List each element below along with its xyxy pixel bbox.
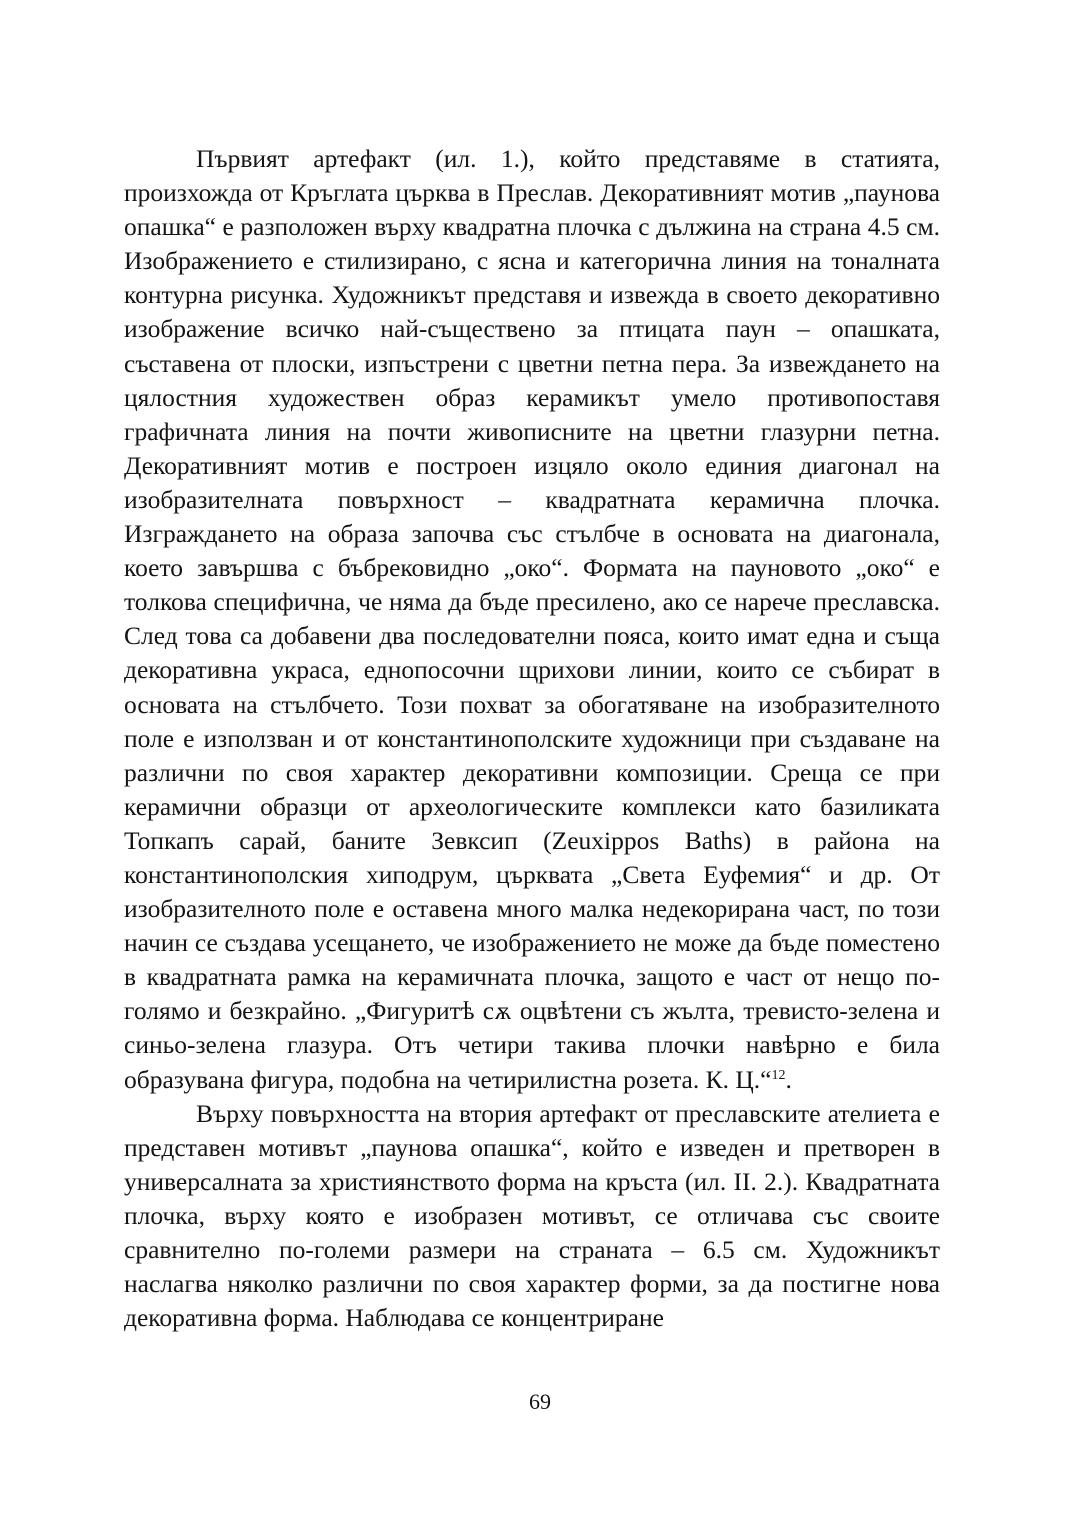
paragraph-1 (124, 142, 940, 1097)
paragraph-1-tail: . (785, 1064, 792, 1094)
paragraph-1-text: Първият артефакт (ил. 1.), който представяме в статията, произхожда от Кръглата църква в Преслав. Декоративният мотив „паунова опашка“ е разположен върху квадратна плочка с дължина на страна 4.5 см. Изображението е стилизирано, с ясна и категорична линия на тоналната контурна рисунка. Художникът представя и извежда в своето декоративно изображение всичко най-съществено за птицата паун – опашката, съставена от плоски, изпъстрени с цветни петна пера. За извеждането на цялостния художествен образ керамикът умело противопоставя графичната линия на почти живописните на цветни глазурни петна. Декоративният мотив е построен изцяло около единия диагонал на изобразителната повърхност – квадратната керамична плочка. Изграждането на образа започва със стълбче в основата на диагонала, което завършва с бъбрековидно „око“. Формата на пауновото „око“ е толкова специфична, че няма да бъде пресилено, ако се нарече преславска. След това са добавени два последователни пояса, които имат една и съща декоративна украса, еднопосочни щрихови линии, които се събират в основата на стълбчето. Този похват за обогатяване на изобразителното поле е използван и от константинополските художници при създаване на различни по своя характер декоративни композиции. Среща се при керамични образци от археологическите комплекси като базиликата Топкапъ сарай, баните Зевксип (Zeuxippos Baths) в района на константинополския хиподрум, църквата „Света Еуфемия“ и др. От изобразителното поле е оставена много малка недекорирана част, по този начин се създава усещането, че изображението не може да бъде поместено в квадратната рамка на керамичната плочка, защото е част от нещо по-голямо и безкрайно. „Фигуритѣ сѫ оцвѣтени съ жълта, тревисто-зелена и синьо-зелена глазура. Отъ четири такива плочки навѣрно е била образувана фигура, подобна на четирилистна розета. К. Ц.“ (124, 144, 940, 1094)
body-text (124, 142, 940, 1335)
footnote-reference[interactable]: 12 (771, 1067, 786, 1083)
paragraph-2-text: Върху повърхността на втория артефакт от преславските ателиета е представен мотивът „паунова опашка“, който е изведен и претворен в универсалната за християнството форма на кръста (ил. II. 2.). Квадратната плочка, върху която е изобразен мотивът, се отличава със своите сравнително по-големи размери на страната – 6.5 см. Художникът наслагва няколко различни по своя характер форми, за да постигне нова декоративна форма. Наблюдава се концентриране (124, 1098, 940, 1333)
paragraph-2 (124, 1097, 940, 1336)
page-number: 69 (529, 1389, 551, 1414)
